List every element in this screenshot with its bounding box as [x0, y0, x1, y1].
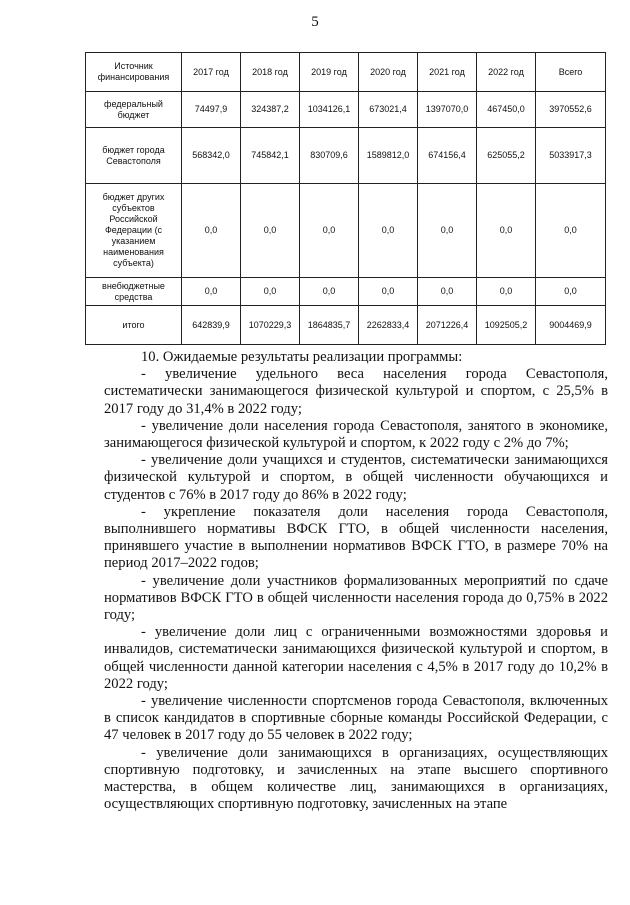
table-cell: 0,0	[359, 184, 418, 278]
result-item: - увеличение доли учащихся и студентов, систематически занимающихся физической культурой и спортом, в общей численности обучающихся и студентов с 76% в 2017 году до 86% в 2022 году;	[104, 452, 608, 503]
table-cell: 625055,2	[477, 128, 536, 184]
table-cell: 1092505,2	[477, 306, 536, 345]
table-cell: 0,0	[418, 184, 477, 278]
header-cell: 2019 год	[300, 53, 359, 92]
result-item: - увеличение численности спортсменов города Севастополя, включенных в список кандидатов в спортивные сборные команды Российской Федерации, с 47 человек в 2017 году до 55 человек в 2022 году;	[104, 693, 608, 744]
header-cell: 2021 год	[418, 53, 477, 92]
table-cell: 1034126,1	[300, 92, 359, 128]
row-label: бюджет других субъектов Российской Федерации (с указанием наименования субъекта)	[86, 184, 182, 278]
table-cell: 0,0	[477, 278, 536, 306]
header-cell: 2022 год	[477, 53, 536, 92]
row-label: итого	[86, 306, 182, 345]
page-number: 5	[311, 14, 319, 30]
table-cell: 0,0	[182, 278, 241, 306]
table-cell: 1589812,0	[359, 128, 418, 184]
table-cell: 1070229,3	[241, 306, 300, 345]
table-cell: 324387,2	[241, 92, 300, 128]
result-item: - увеличение удельного веса населения города Севастополя, систематически занимающегося физической культурой и спортом, с 25,5% в 2017 году до 31,4% в 2022 году;	[104, 366, 608, 417]
table-cell: 0,0	[241, 278, 300, 306]
table-cell: 0,0	[536, 278, 606, 306]
table-cell: 674156,4	[418, 128, 477, 184]
table-cell: 1864835,7	[300, 306, 359, 345]
header-cell: 2018 год	[241, 53, 300, 92]
table-cell: 0,0	[418, 278, 477, 306]
table-cell: 1397070,0	[418, 92, 477, 128]
table-cell: 2071226,4	[418, 306, 477, 345]
table-cell: 2262833,4	[359, 306, 418, 345]
expected-results-section	[104, 349, 608, 813]
table-cell: 0,0	[182, 184, 241, 278]
table-cell: 642839,9	[182, 306, 241, 345]
result-item: - увеличение доли населения города Севастополя, занятого в экономике, занимающегося физической культурой и спортом, к 2022 году с 2% до 7%;	[104, 417, 608, 452]
table-header-row	[86, 53, 606, 92]
table-cell: 0,0	[477, 184, 536, 278]
table-row	[86, 92, 606, 128]
row-label: федеральный бюджет	[86, 92, 182, 128]
result-item: - увеличение доли участников формализованных мероприятий по сдаче нормативов ВФСК ГТО в общей численности населения города до 0,75% в 2022 году;	[104, 572, 608, 624]
table-cell: 0,0	[300, 278, 359, 306]
table-cell: 5033917,3	[536, 128, 606, 184]
header-cell: Источник финансирования	[86, 53, 182, 92]
table-cell: 9004469,9	[536, 306, 606, 345]
result-item: - увеличение доли занимающихся в организациях, осуществляющих спортивную подготовку, и зачисленных на этапе высшего спортивного мастерства, в общем количестве лиц, занимающихся в организациях, осуществляющих спортивную подготовку, зачисленных на этапе	[104, 744, 608, 813]
table-cell: 568342,0	[182, 128, 241, 184]
table-cell: 3970552,6	[536, 92, 606, 128]
row-label: внебюджетные средства	[86, 278, 182, 306]
table-cell: 745842,1	[241, 128, 300, 184]
table-cell: 0,0	[536, 184, 606, 278]
table-cell: 0,0	[241, 184, 300, 278]
table-cell: 0,0	[300, 184, 359, 278]
table-cell: 74497,9	[182, 92, 241, 128]
table-row	[86, 128, 606, 184]
table-total-row	[86, 306, 606, 345]
table-cell: 0,0	[359, 278, 418, 306]
table-row	[86, 278, 606, 306]
row-label: бюджет города Севастополя	[86, 128, 182, 184]
financing-table	[85, 52, 606, 345]
header-cell: Всего	[536, 53, 606, 92]
table-cell: 673021,4	[359, 92, 418, 128]
header-cell: 2020 год	[359, 53, 418, 92]
section-heading: 10. Ожидаемые результаты реализации программы:	[141, 349, 463, 365]
table-cell: 830709,6	[300, 128, 359, 184]
result-item: - укрепление показателя доли населения города Севастополя, выполнившего нормативы ВФСК ГТО, в общей численности населения, принявшего участие в выполнении нормативов ВФСК ГТО, в размере 70% на период 2017–2022 годов;	[104, 503, 608, 572]
table-cell: 467450,0	[477, 92, 536, 128]
table-row	[86, 184, 606, 278]
result-item: - увеличение доли лиц с ограниченными возможностями здоровья и инвалидов, систематически занимающихся физической культурой и спортом, в общей численности данной категории населения с 4,5% в 2017 году до 10,2% в 2022 году;	[104, 624, 608, 692]
header-cell: 2017 год	[182, 53, 241, 92]
